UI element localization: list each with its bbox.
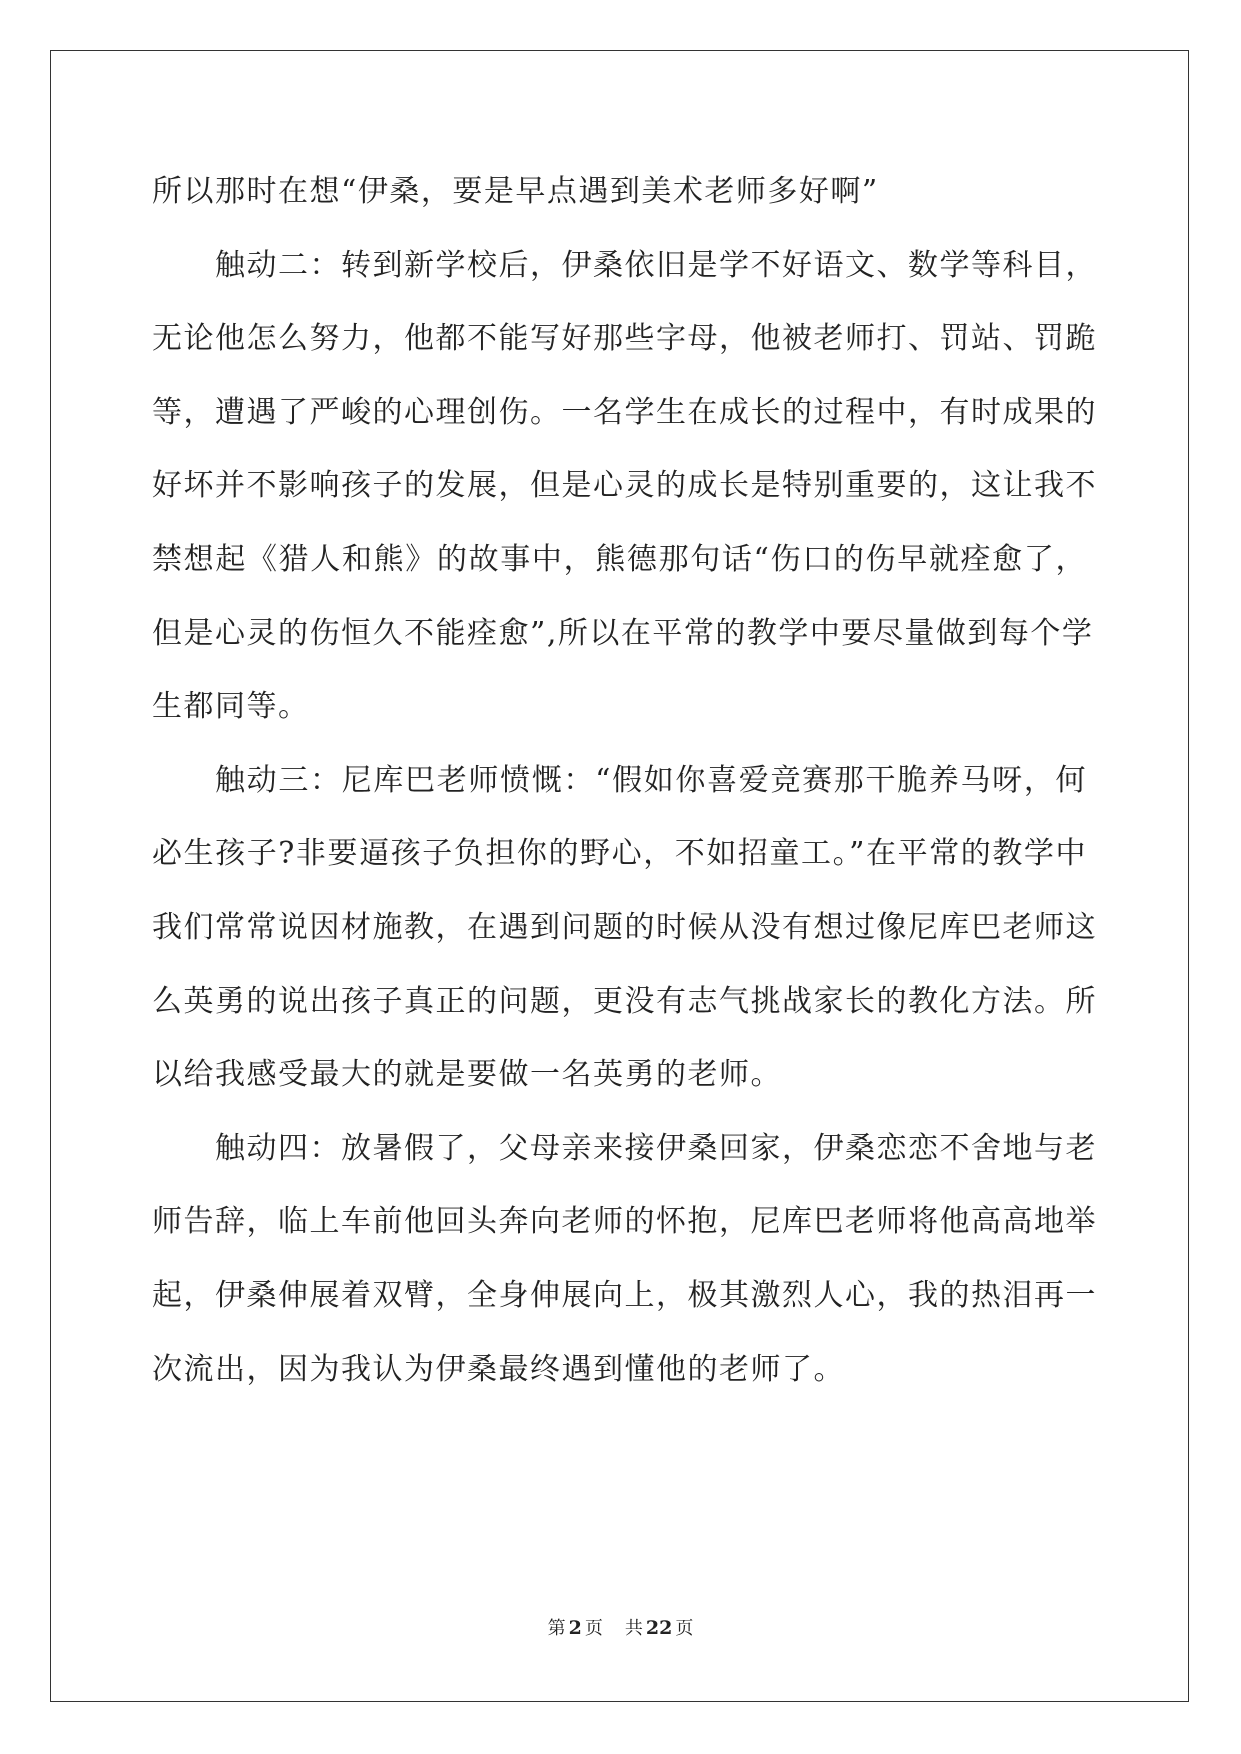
total-pages: 22 — [645, 1617, 673, 1639]
text-line: 触动四：放暑假了，父母亲来接伊桑回家，伊桑恋恋不舍地与老 — [215, 1130, 1097, 1166]
page-number: 2 — [568, 1617, 582, 1639]
text-line: 以给我感受最大的就是要做一名英勇的老师。 — [152, 1057, 782, 1093]
text-line: 等，遭遇了严峻的心理创伤。一名学生在成长的过程中，有时成果的 — [152, 394, 1097, 430]
text-line: 禁想起《猎人和熊》的故事中，熊德那句话“伤口的伤早就痊愈了， — [152, 541, 1087, 577]
document-body — [152, 155, 1097, 1406]
text-line: 所以那时在想“伊桑，要是早点遇到美术老师多好啊” — [152, 174, 879, 209]
text-line: 生都同等。 — [152, 689, 310, 725]
text-line: 无论他怎么努力，他都不能写好那些字母，他被老师打、罚站、罚跪 — [152, 321, 1097, 357]
page-suffix: 页 — [584, 1618, 603, 1639]
text-line: 触动二：转到新学校后，伊桑依旧是学不好语文、数学等科目， — [215, 247, 1097, 283]
text-line: 次流出，因为我认为伊桑最终遇到懂他的老师了。 — [152, 1351, 845, 1387]
total-suffix: 页 — [675, 1618, 694, 1639]
text-line: 么英勇的说出孩子真正的问题，更没有志气挑战家长的教化方法。所 — [152, 983, 1097, 1019]
page-footer — [0, 1614, 1241, 1640]
text-line: 师告辞，临上车前他回头奔向老师的怀抱，尼库巴老师将他高高地举 — [152, 1204, 1097, 1240]
text-line: 触动三：尼库巴老师愤慨：“假如你喜爱竞赛那干脆养马呀，何 — [215, 762, 1087, 798]
text-line: 好坏并不影响孩子的发展，但是心灵的成长是特别重要的，这让我不 — [152, 468, 1097, 504]
text-line: 我们常常说因材施教，在遇到问题的时候从没有想过像尼库巴老师这 — [152, 909, 1097, 945]
text-line: 但是心灵的伤恒久不能痊愈”,所以在平常的教学中要尽量做到每个学 — [152, 615, 1094, 651]
text-line: 必生孩子?非要逼孩子负担你的野心，不如招童工。”在平常的教学中 — [152, 836, 1087, 872]
total-prefix: 共 — [624, 1618, 643, 1639]
page-prefix: 第 — [547, 1618, 566, 1639]
text-line: 起，伊桑伸展着双臂，全身伸展向上，极其激烈人心，我的热泪再一 — [152, 1277, 1097, 1313]
